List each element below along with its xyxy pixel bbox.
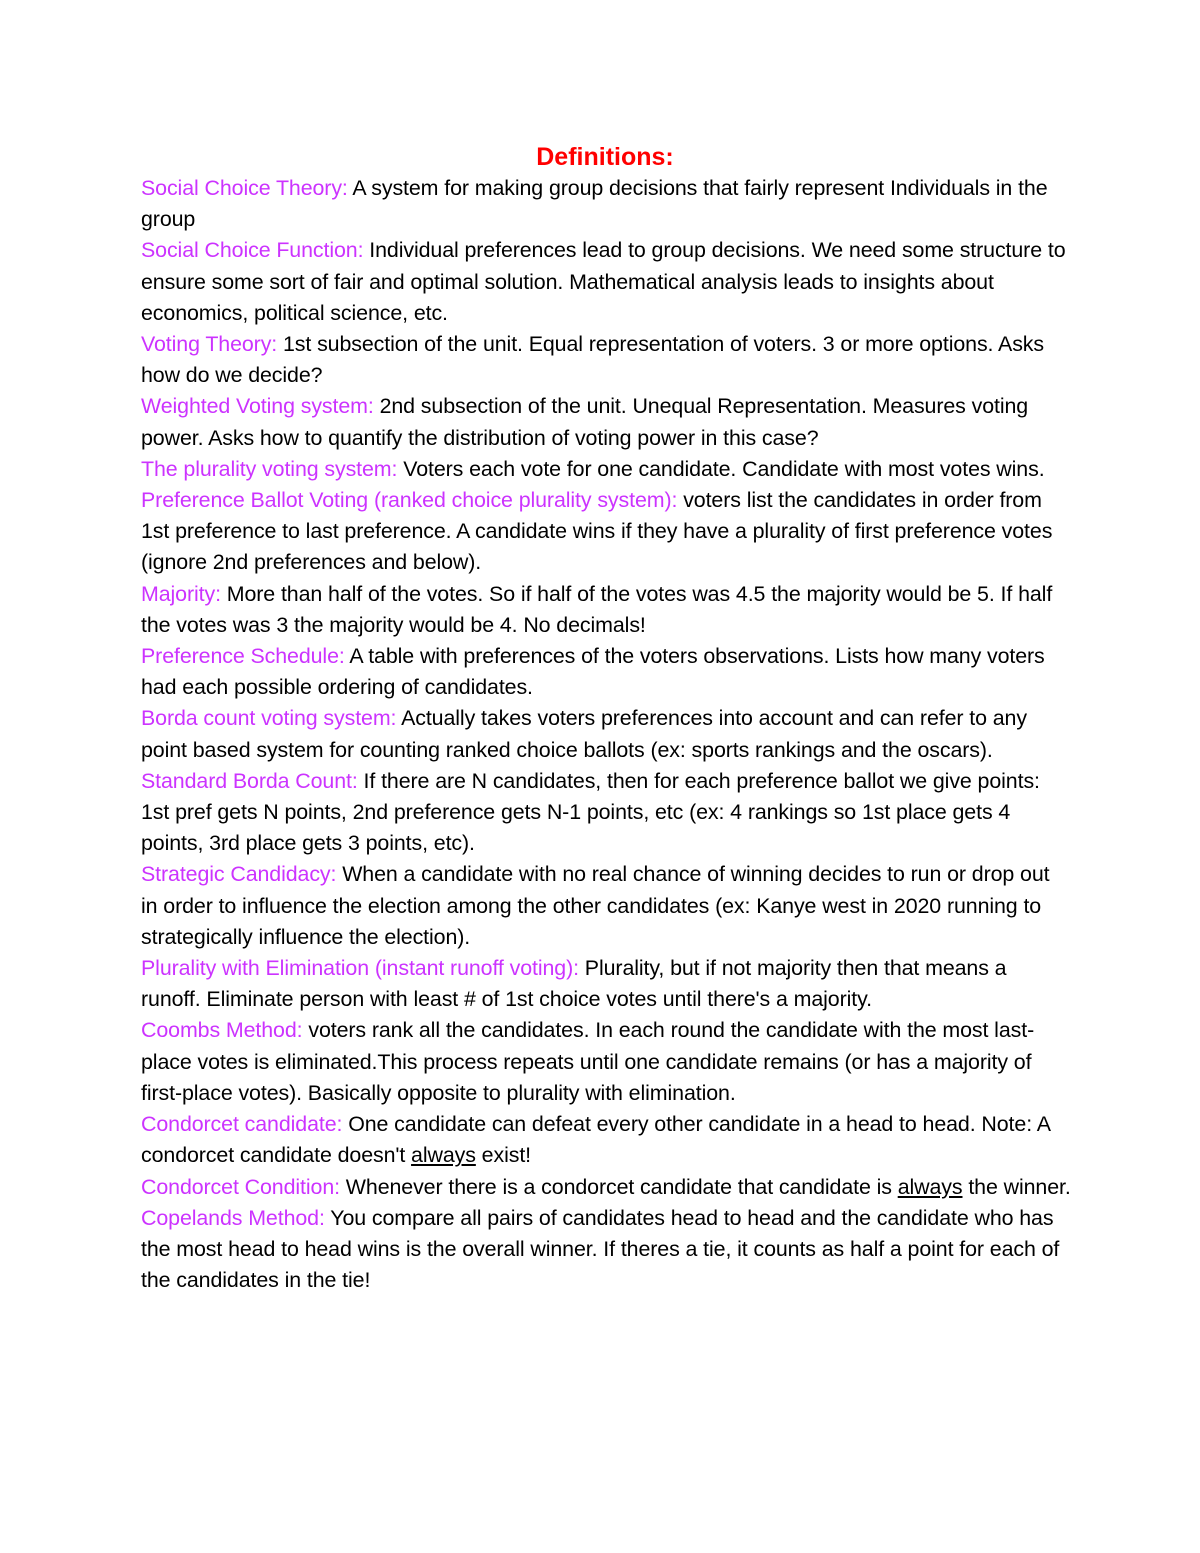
definition-term: Majority: [141,581,221,606]
definition-strategic-candidacy [141,859,1071,953]
definition-text: Individual preferences lead to group decisions. We need some structure to ensure some sort of fair and optimal solution. Mathematical analysis leads to insights about economics, political science, etc. [141,238,1066,325]
definition-text: If there are N candidates, then for each preference ballot we give points: 1st pref gets N points, 2nd preference gets N-1 points, etc (ex: 4 rankings so 1st place gets 4 points, 3rd place gets 3 points, etc). [141,768,1040,856]
definition-preference-ballot-voting [141,485,1071,579]
definition-coombs-method [141,1015,1071,1109]
definition-text: A table with preferences of the voters observations. Lists how many voters had each possible ordering of candidates. [141,644,1045,700]
definition-text: One candidate can defeat every other candidate in a head to head. Note: A condorcet candidate doesn't [141,1112,1050,1168]
definition-term: Coombs Method: [141,1018,303,1043]
definitions-list [141,173,1071,1296]
definition-text: You compare all pairs of candidates head to head and the candidate who has the most head to head wins is the overall winner. If theres a tie, it counts as half a point for each of the candidates in the tie! [141,1205,1060,1293]
definition-plurality-with-elimination [141,953,1071,1015]
definition-text: voters list the candidates in order from 1st preference to last preference. A candidate wins if they have a plurality of first preference votes (ignore 2nd preferences and below). [141,488,1053,575]
definition-condorcet-condition [141,1172,1071,1203]
definition-text: Voters each vote for one candidate. Candidate with most votes wins. [397,456,1045,481]
definition-voting-theory [141,329,1071,391]
definition-text-end: exist! [475,1143,532,1168]
definition-borda-count-voting-system [141,703,1071,765]
definition-condorcet-candidate [141,1109,1071,1171]
definition-text: Plurality, but if not majority then that means a runoff. Eliminate person with least # of 1st choice votes until there's a majority. [141,956,1007,1012]
definition-term: Weighted Voting system: [141,394,374,419]
definition-term: Condorcet candidate: [141,1112,343,1137]
definition-text: When a candidate with no real chance of winning decides to run or drop out in order to influence the election among the other candidates (ex: Kanye west in 2020 running to strategically influence the election). [141,862,1050,949]
definition-term: Condorcet Condition: [141,1174,340,1199]
definition-majority [141,579,1071,641]
definition-text: voters rank all the candidates. In each round the candidate with the most last-place votes is eliminated.This process repeats until one candidate remains (or has a majority of first-place votes). Basically opposite to plurality with elimination. [141,1018,1035,1105]
definition-term: Strategic Candidacy: [141,862,337,887]
definition-social-choice-function [141,235,1071,329]
definition-term: Social Choice Function: [141,238,364,263]
definition-text: 2nd subsection of the unit. Unequal Representation. Measures voting power. Asks how to quantify the distribution of voting power in this case? [141,394,1029,450]
definition-preference-schedule [141,641,1071,703]
definition-text: 1st subsection of the unit. Equal representation of voters. 3 or more options. Asks how do we decide? [141,332,1045,388]
definition-text-end: the winner. [962,1174,1071,1199]
definition-term: Social Choice Theory: [141,176,348,200]
definition-term: Preference Ballot Voting (ranked choice plurality system): [141,488,678,513]
page-title: Definitions: [536,143,674,171]
definition-text: A system for making group decisions that fairly represent Individuals in the group [141,176,1048,232]
definition-text: Actually takes voters preferences into account and can refer to any point based system for counting ranked choice ballots (ex: sports rankings and the oscars). [141,706,1027,762]
definition-standard-borda-count [141,766,1071,860]
definition-term: Standard Borda Count: [141,768,358,793]
document-page [141,142,1071,1296]
underlined-word: always [411,1143,476,1168]
definition-copelands-method [141,1203,1071,1297]
definition-term: Plurality with Elimination (instant runoff voting): [141,956,579,981]
definition-text: More than half of the votes. So if half of the votes was 4.5 the majority would be 5. If half the votes was 3 the majority would be 4. No decimals! [141,581,1053,637]
definition-social-choice-theory [141,173,1071,235]
definition-term: Copelands Method: [141,1205,325,1230]
definition-text: Whenever there is a condorcet candidate that candidate is [339,1174,898,1199]
definition-term: The plurality voting system: [141,456,398,481]
definition-term: Voting Theory: [141,332,278,357]
definition-weighted-voting-system [141,391,1071,453]
definition-term: Preference Schedule: [141,644,345,669]
definition-plurality-voting-system [141,454,1071,485]
underlined-word: always [897,1174,963,1199]
definition-term: Borda count voting system: [141,706,397,731]
